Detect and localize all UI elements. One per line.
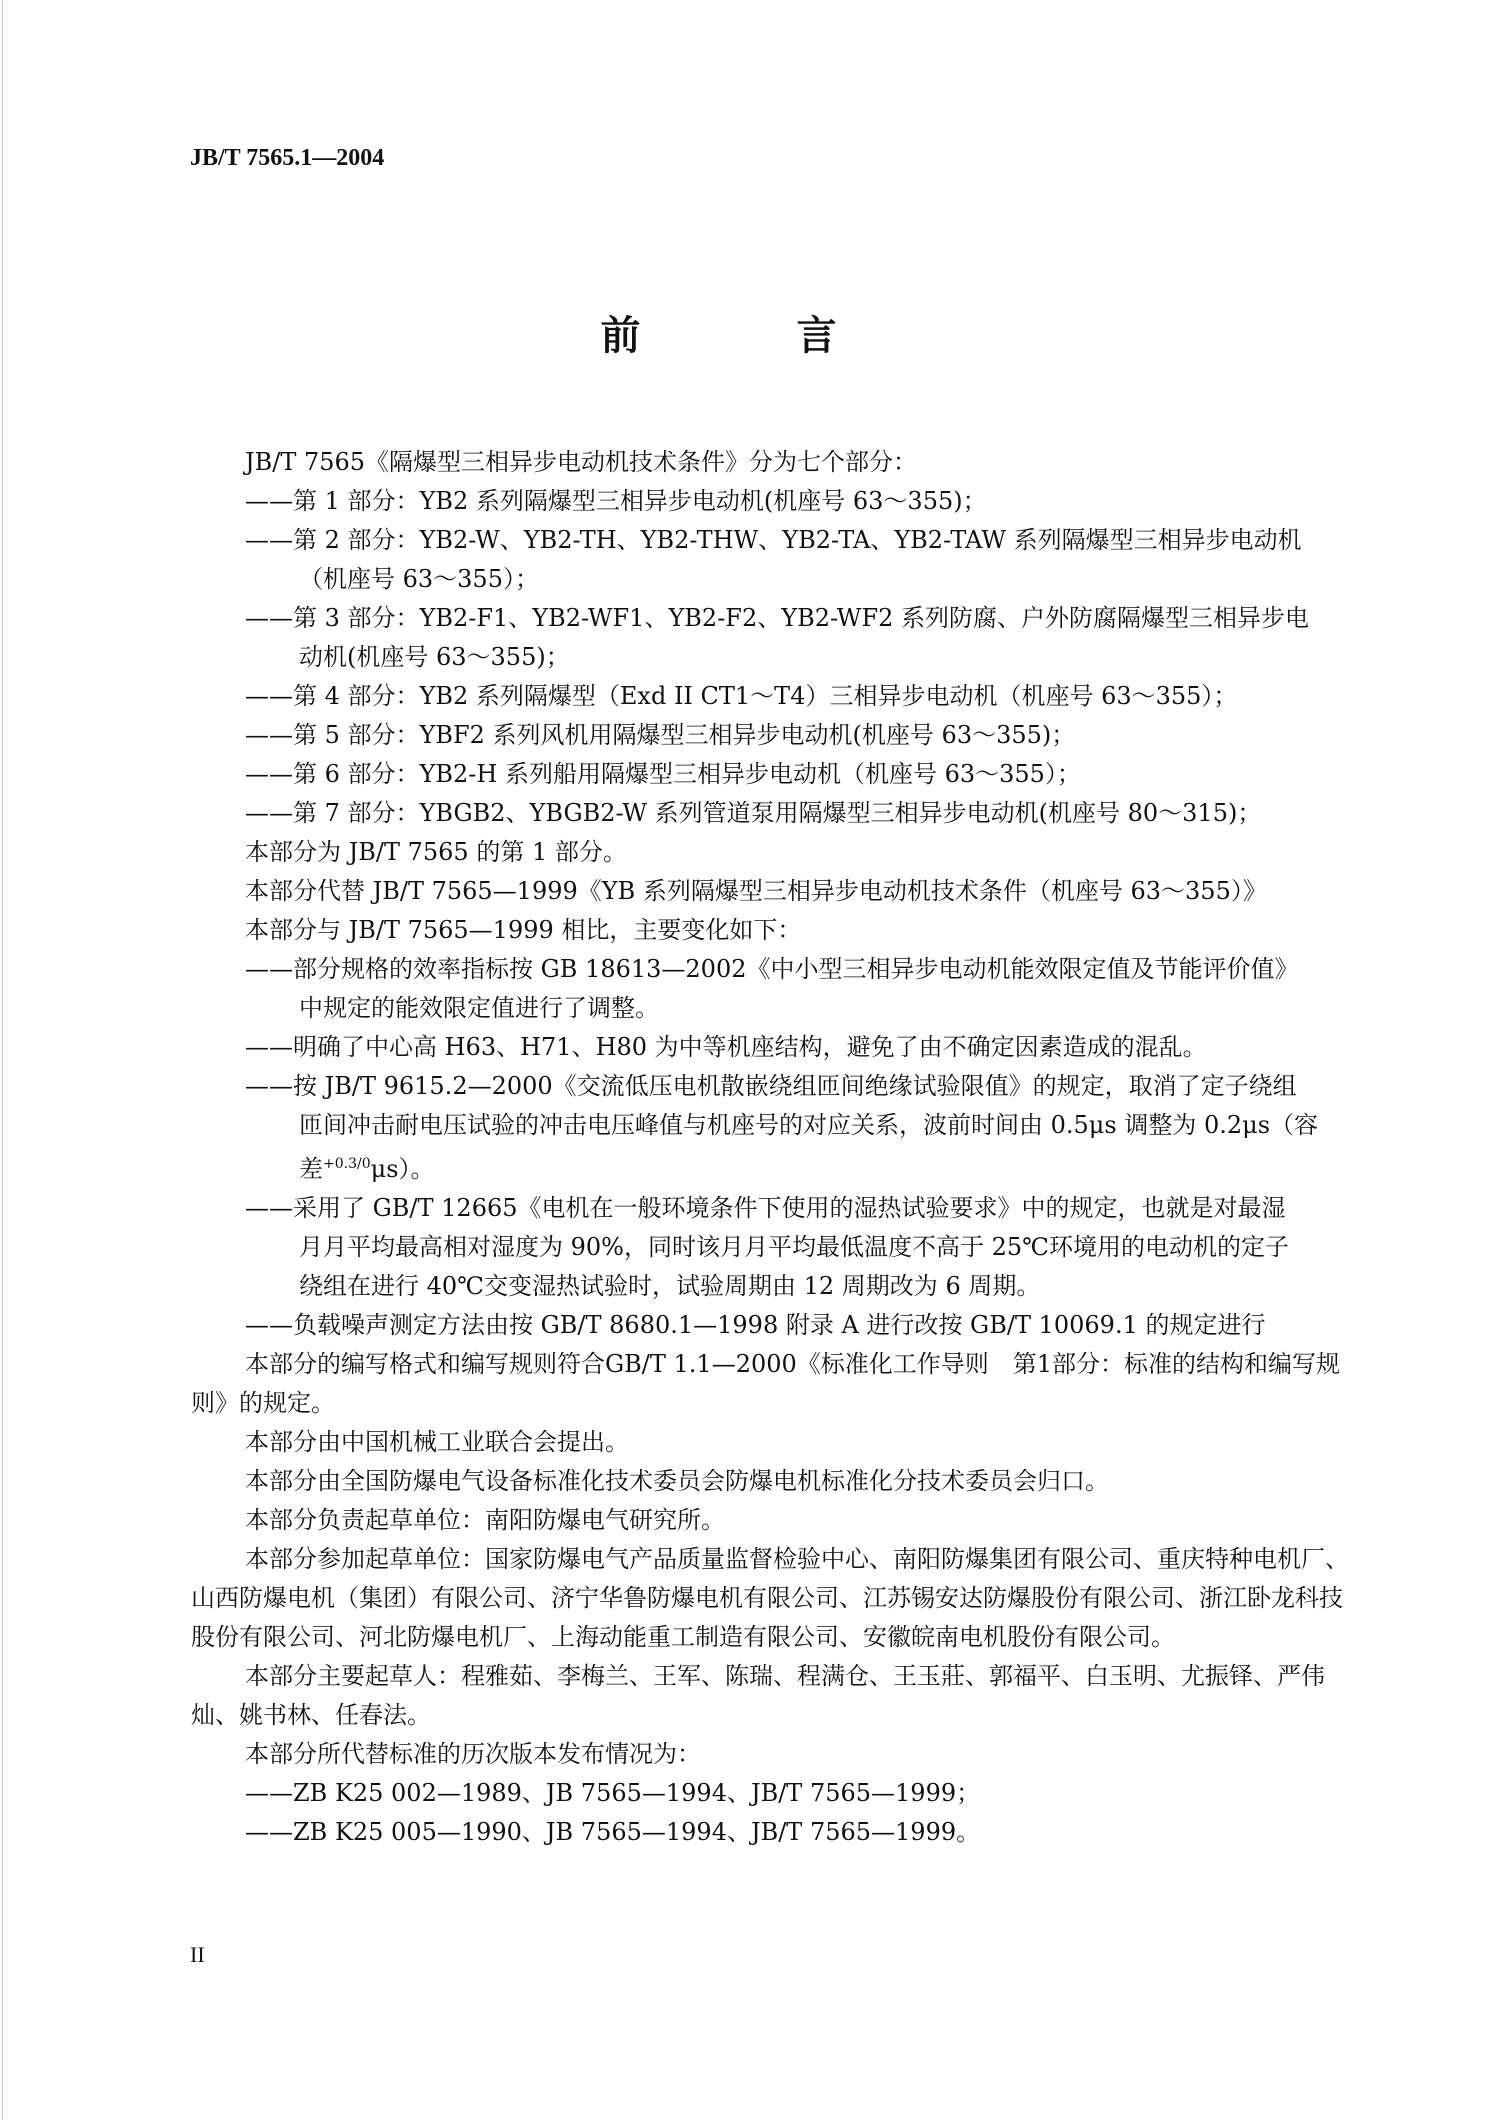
- paragraph-history-intro: 本部分所代替标准的历次版本发布情况为：: [245, 1740, 701, 1768]
- foreword-body: [191, 443, 1361, 1852]
- document-code: JB/T 7565.1—2004: [190, 145, 385, 171]
- list-item-history2: ——ZB K25 005—1990、JB 7565—1994、JB/T 7565—1999。: [245, 1818, 981, 1846]
- paragraph-proposed: 本部分由中国机械工业联合会提出。: [245, 1428, 629, 1456]
- paragraph-centralized: 本部分由全国防爆电气设备标准化技术委员会防爆电机标准化分技术委员会归口。: [245, 1467, 1109, 1495]
- list-item-history1: ——ZB K25 002—1989、JB 7565—1994、JB/T 7565—1999；: [245, 1779, 981, 1807]
- list-item-change1: ——部分规格的效率指标按 GB 18613—2002《中小型三相异步电动机能效限定值及节能评价值》: [245, 955, 1299, 983]
- list-item-change1-continued: 中规定的能效限定值进行了调整。: [299, 994, 659, 1022]
- list-item-change4-continued-2: 绕组在进行 40℃交变湿热试验时，试验周期由 12 周期改为 6 周期。: [299, 1272, 1041, 1300]
- list-item-change4-continued: 月月平均最高相对湿度为 90%，同时该月月平均最低温度不高于 25℃环境用的电动机的定子: [299, 1233, 1289, 1261]
- list-item-change3: ——按 JB/T 9615.2—2000《交流低压电机散嵌绕组匝间绝缘试验限值》的规定，取消了定子绕组: [245, 1072, 1297, 1100]
- paragraph-replaces: 本部分代替 JB/T 7565—1999《YB 系列隔爆型三相异步电动机技术条件（机座号 63～355）》: [245, 877, 1267, 905]
- list-item-change4: ——采用了 GB/T 12665《电机在一般环境条件下使用的湿热试验要求》中的规定，也就是对最湿: [245, 1194, 1286, 1222]
- list-item-change3-tolerance: [191, 1145, 1361, 1189]
- paragraph-changes-intro: 本部分与 JB/T 7565—1999 相比，主要变化如下：: [245, 916, 802, 944]
- paragraph-format: 本部分的编写格式和编写规则符合GB/T 1.1—2000《标准化工作导则 第1部分：标准的结构和编写规则》的规定。: [191, 1350, 1341, 1417]
- list-item-part3: ——第 3 部分：YB2-F1、YB2-WF1、YB2-F2、YB2-WF2 系列防腐、户外防腐隔爆型三相异步电: [245, 604, 1309, 632]
- list-item-change3-continued: 匝间冲击耐电压试验的冲击电压峰值与机座号的对应关系，波前时间由 0.5μs 调整为 0.2μs（容: [299, 1111, 1319, 1139]
- page-number: II: [190, 1942, 205, 1967]
- list-item-part7: ——第 7 部分：YBGB2、YBGB2-W 系列管道泵用隔爆型三相异步电动机(机座号 80～315)；: [245, 799, 1262, 827]
- paragraph-intro: JB/T 7565《隔爆型三相异步电动机技术条件》分为七个部分：: [245, 448, 918, 476]
- paragraph-participating-units: 本部分参加起草单位：国家防爆电气产品质量监督检验中心、南阳防爆集团有限公司、重庆特种电机厂、山西防爆电机（集团）有限公司、济宁华鲁防爆电机有限公司、江苏锡安达防爆股份有限公司、浙江卧龙科技股份有限公司、河北防爆电机厂、上海动能重工制造有限公司、安徽皖南电机股份有限公司。: [191, 1545, 1349, 1651]
- tolerance-suffix: μs）。: [370, 1155, 435, 1183]
- list-item-part3-continued: 动机(机座号 63～355)；: [299, 643, 570, 671]
- list-item-part2-continued: （机座号 63～355）；: [299, 565, 539, 593]
- list-item-change5: ——负载噪声测定方法由按 GB/T 8680.1—1998 附录 A 进行改按 GB/T 10069.1 的规定进行: [245, 1311, 1266, 1339]
- tolerance-prefix: 差: [299, 1155, 323, 1183]
- paragraph-drafters: 本部分主要起草人：程雅茹、李梅兰、王军、陈瑞、程满仓、王玉莊、郭福平、白玉明、尤振铎、严伟灿、姚书林、任春法。: [191, 1662, 1325, 1729]
- list-item-part4: ——第 4 部分：YB2 系列隔爆型（Exd II CT1～T4）三相异步电动机（机座号 63～355）；: [245, 682, 1238, 710]
- list-item-part5: ——第 5 部分：YBF2 系列风机用隔爆型三相异步电动机(机座号 63～355)；: [245, 721, 1076, 749]
- list-item-change2: ——明确了中心高 H63、H71、H80 为中等机座结构，避免了由不确定因素造成的混乱。: [245, 1033, 1207, 1061]
- tolerance-value: +0.3/0: [323, 1156, 371, 1172]
- list-item-part6: ——第 6 部分：YB2-H 系列船用隔爆型三相异步电动机（机座号 63～355）；: [245, 760, 1081, 788]
- list-item-part1: ——第 1 部分：YB2 系列隔爆型三相异步电动机(机座号 63～355)；: [245, 487, 987, 515]
- paragraph-drafting-unit: 本部分负责起草单位：南阳防爆电气研究所。: [245, 1506, 725, 1534]
- page-title: 前 言: [600, 313, 895, 359]
- paragraph-this-part: 本部分为 JB/T 7565 的第 1 部分。: [245, 838, 627, 866]
- list-item-part2: ——第 2 部分：YB2-W、YB2-TH、YB2-THW、YB2-TA、YB2-TAW 系列隔爆型三相异步电动机: [245, 526, 1302, 554]
